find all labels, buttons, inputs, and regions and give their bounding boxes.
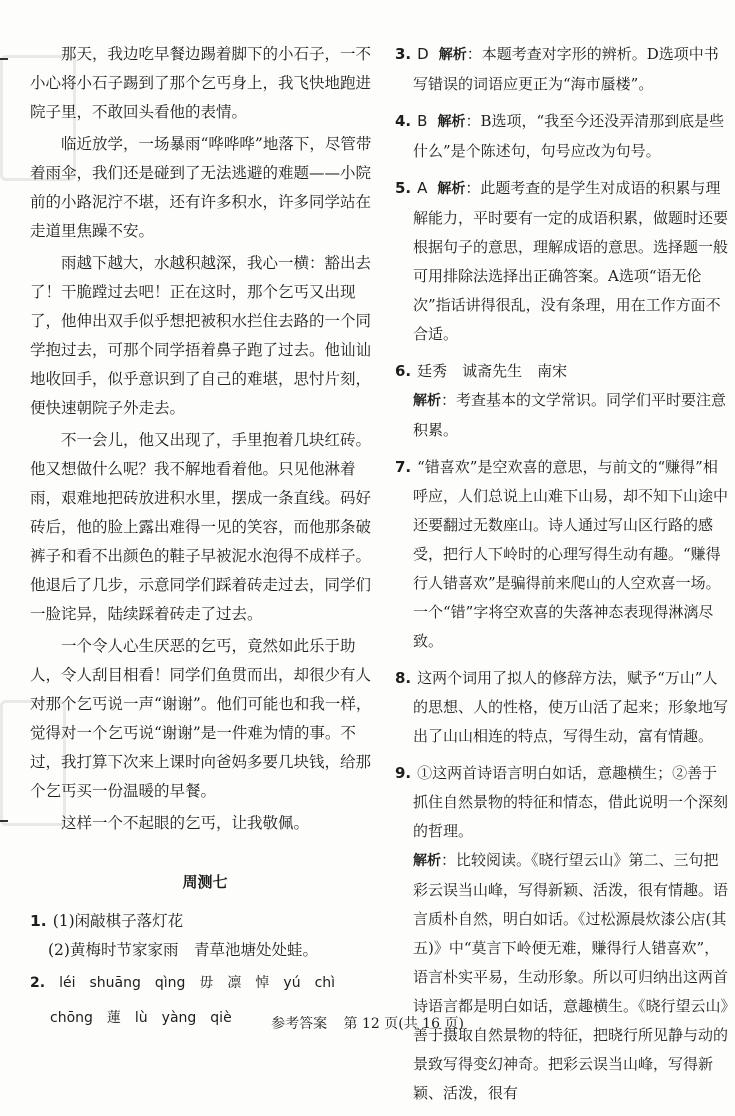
pinyin-item: yú (283, 975, 301, 991)
analysis-label: 解析 (413, 393, 441, 409)
analysis-label: 解析 (437, 181, 466, 197)
pinyin-item: chōng (50, 1010, 93, 1026)
pinyin-item: qìng (154, 975, 186, 991)
analysis-label: 解析 (413, 853, 441, 869)
question-number: 9. (395, 764, 412, 782)
answer-9 (395, 759, 731, 1108)
answer-text: 这两个词用了拟人的修辞方法，赋予“万山”人的思想、人的性格，使万山活了起来；形象地写出了山山相连的特点，写得生动，富有情趣。 (413, 669, 729, 745)
answer-choice: A (417, 179, 428, 197)
answer-5 (395, 174, 731, 349)
answer-text: ：B选项，“我至今还没弄清那到底是些什么”是个陈述句，句号应改为句号。 (413, 112, 725, 160)
binding-mark (0, 58, 8, 60)
pinyin-item: 凛 (227, 975, 242, 991)
question-number: 7. (395, 458, 412, 476)
answer-text: 廷秀 诚斋先生 南宋 (417, 362, 568, 380)
right-column (395, 40, 731, 1116)
answer-3 (395, 40, 731, 99)
answer-7 (395, 453, 731, 656)
essay-paragraph: 一个令人心生厌恶的乞丐，竟然如此乐于助人，令人刮目相看！同学们鱼贯而出，却很少有人对那个乞丐说一声“谢谢”。他们可能也和我一样，觉得对一个乞丐说“谢谢”是一件难为情的事。不过，我打算下次来上课时向爸妈多要几块钱，给那个乞丐买一份温暖的早餐。 (30, 637, 372, 800)
pinyin-item: 蓮 (106, 1010, 121, 1026)
pinyin-item: shuāng (89, 975, 141, 991)
answer-text: ：此题考查的是学生对成语的积累与理解能力，平时要有一定的成语积累，做题时还要根据句子的意思，理解成语的意思。选择题一般可用排除法选择出正确答案。A选项“语无伦次”指话讲得很乱，没有条理，用在工作方面不合适。 (413, 179, 729, 343)
answer-text: ：本题考查对字形的辨析。D选项中书写错误的词语应更正为“海市蜃楼”。 (413, 45, 719, 93)
question-number: 5. (395, 179, 412, 197)
pinyin-item: qiè (210, 1010, 232, 1026)
question-number: 6. (395, 362, 412, 380)
analysis-text: ：比较阅读。《晓行望云山》第二、三句把彩云误当山峰，写得新颖、活泼，很有情趣。语言质朴自然，明白如话。《过松源晨炊漆公店(其五)》中“莫言下岭便无难，赚得行人错喜欢”，语言朴实平易，生动形象。所以可归纳出这两首诗语言都是明白如话，意趣横生。《晓行望云山》善于摄取自然景物的特征，把晓行所见静与动的景致写得变幻神奇。把彩云误当山峰，写得新颖、活泼，很有 (413, 851, 729, 1102)
question-number: 3. (395, 45, 412, 63)
answer-1-line-1: (1)闲敲棋子落灯花 (52, 912, 184, 930)
answer-1-line-2: (2)黄梅时节家家雨 青草池塘处处蛙。 (48, 941, 318, 959)
essay-paragraph: 不一会儿，他又出现了，手里抱着几块红砖。他又想做什么呢？我不解地看着他。只见他淋着雨，艰难地把砖放进积水里，摆成一条直线。码好砖后，他的脸上露出难得一见的笑容，而他那条破裤子和看不出颜色的鞋子早被泥水泡得不成样子。他退后了几步，示意同学们踩着砖走过去，同学们一脸诧异，陆续踩着砖走了过去。 (30, 431, 372, 623)
pinyin-row-1 (30, 969, 380, 998)
answer-4 (395, 107, 731, 166)
section-title: 周测七 (182, 873, 228, 891)
pinyin-item: 悼 (255, 975, 270, 991)
essay-paragraph: 雨越下越大，水越积越深，我心一横：豁出去了！干脆蹚过去吧！正在这时，那个乞丐又出现了，他伸出双手似乎想把被积水拦住去路的一个同学抱过去，可那个同学捂着鼻子跑了过去。他讪讪地收回手，似乎意识到了自己的难堪，思忖片刻，便快速朝院子外走去。 (30, 254, 372, 417)
pinyin-item: yàng (161, 1010, 197, 1026)
analysis-text: ：考查基本的文学常识。同学们平时要注意积累。 (413, 391, 727, 439)
page-footer (0, 1013, 735, 1033)
footer-label: 参考答案 (271, 1016, 328, 1032)
essay-paragraph: 临近放学，一场暴雨“哗哗哗”地落下，尽管带着雨伞，我们还是碰到了无法逃避的难题——小院前的小路泥泞不堪，还有许多积水，许多同学站在走道里焦躁不安。 (30, 135, 372, 240)
question-number: 2. (30, 975, 46, 991)
pinyin-item: 毋 (199, 975, 214, 991)
page-number: 第 12 页(共 16 页) (343, 1016, 464, 1032)
essay-paragraph: 这样一个不起眼的乞丐，让我敬佩。 (61, 814, 310, 832)
answer-text: “错喜欢”是空欢喜的意思，与前文的“赚得”相呼应，人们总说上山难下山易，却不知下山途中还要翻过无数座山。诗人通过写山区行路的感受，把行人下岭时的心理写得生动有趣。“赚得行人错喜欢”是骗得前来爬山的人空欢喜一场。一个“错”字将空欢喜的失落神态表现得淋漓尽致。 (413, 458, 729, 650)
answer-8 (395, 664, 731, 751)
question-number: 1. (30, 912, 47, 930)
pinyin-item: chì (314, 975, 336, 991)
binding-mark (0, 820, 8, 822)
analysis-label: 解析 (438, 47, 467, 63)
answer-text: ①这两首诗语言明白如话，意趣横生；②善于抓住自然景物的特征和情态，借此说明一个深刻的哲理。 (413, 764, 729, 840)
answer-1 (30, 907, 380, 965)
answer-choice: D (417, 45, 429, 63)
analysis-label: 解析 (437, 114, 466, 130)
question-number: 4. (395, 112, 412, 130)
left-column (30, 40, 380, 1033)
essay-paragraph: 那天，我边吃早餐边踢着脚下的小石子，一不小心将小石子踢到了那个乞丐身上，我飞快地跑进院子里，不敢回头看他的表情。 (30, 45, 372, 121)
question-number: 8. (395, 669, 412, 687)
pinyin-item: léi (59, 975, 76, 991)
answer-choice: B (417, 112, 428, 130)
answer-6 (395, 357, 731, 445)
pinyin-item: lù (134, 1010, 148, 1026)
